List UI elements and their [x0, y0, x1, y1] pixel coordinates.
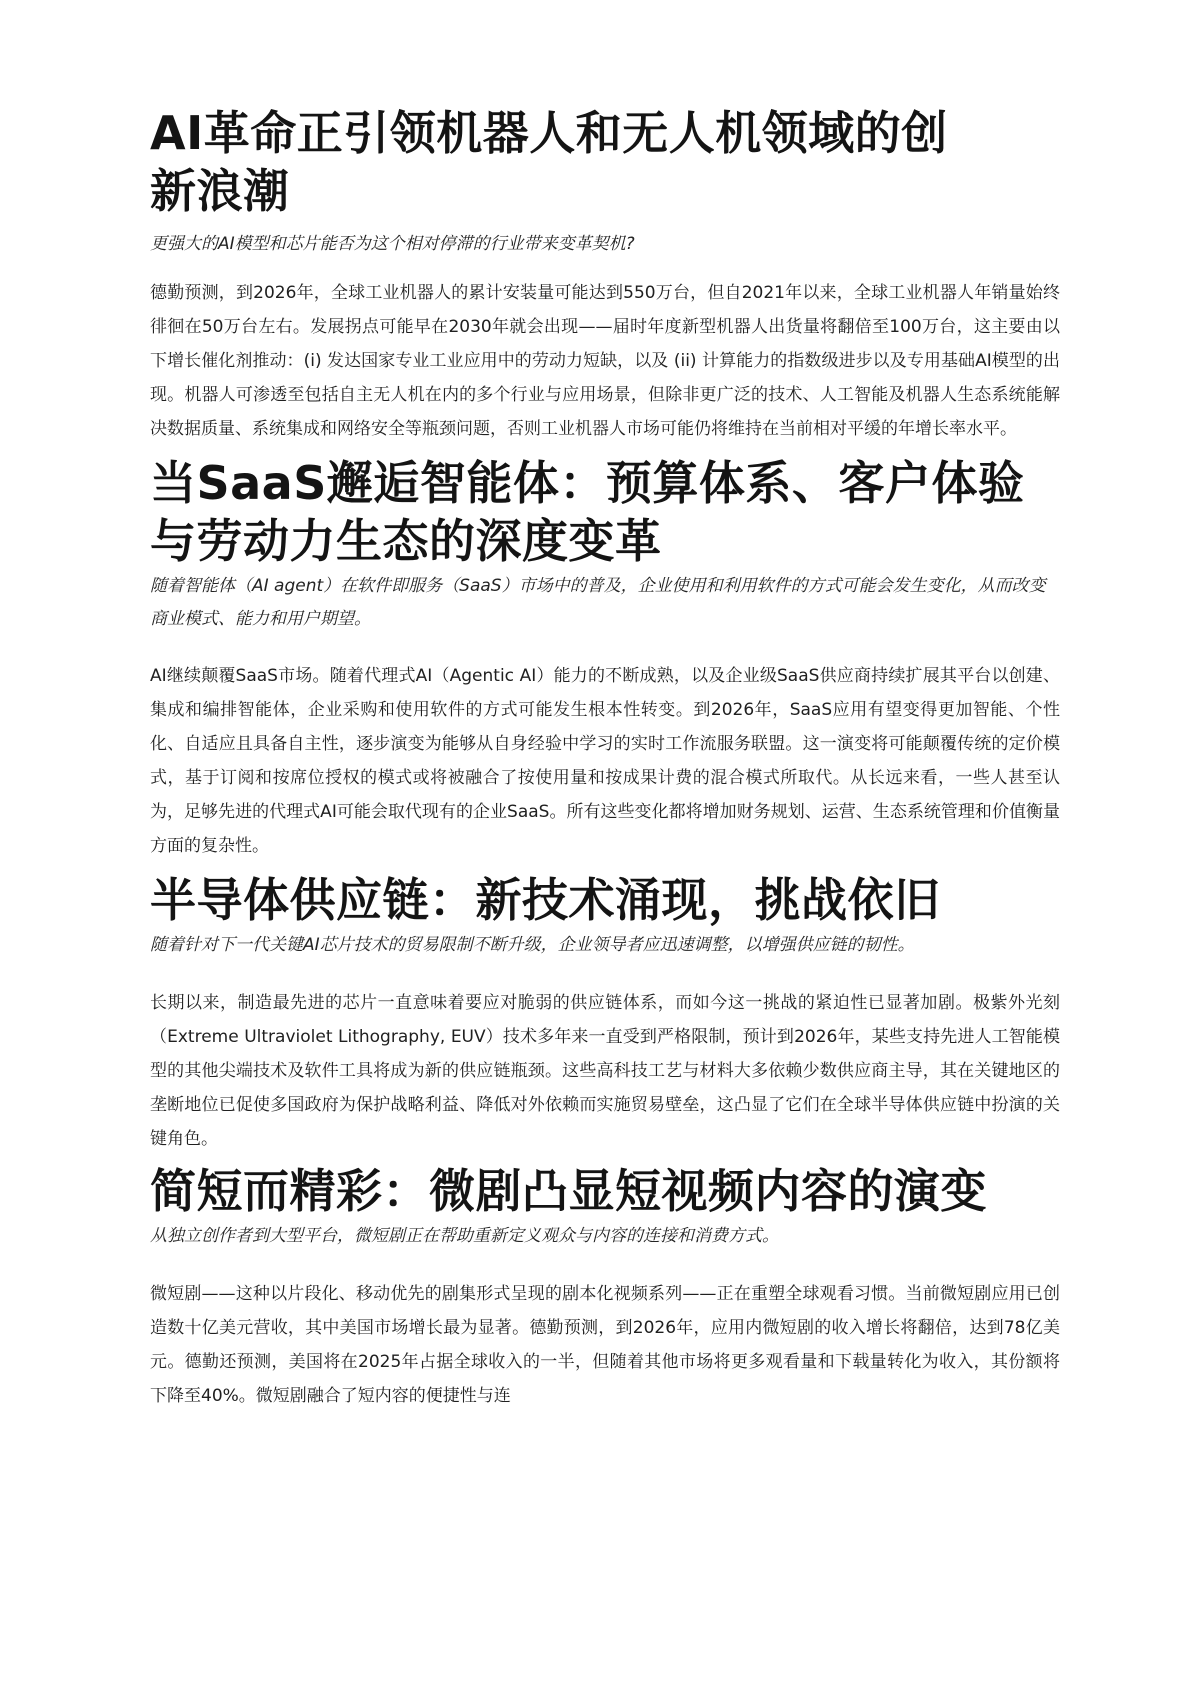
section-body: 德勤预测，到2026年，全球工业机器人的累计安装量可能达到550万台，但自2021年以来，全球工业机器人年销量始终徘徊在50万台左右。发展拐点可能早在2030年就会出现——届时年度新型机器人出货量将翻倍至100万台，这主要由以下增长催化剂推动：(i) 发达国家专业工业应用中的劳动力短缺，以及 (ii) 计算能力的指数级进步以及专用基础AI模型的出现。机器人可渗透至包括自主无人机在内的多个行业与应用场景，但除非更广泛的技术、人工智能及机器人生态系统能解决数据质量、系统集成和网络安全等瓶颈问题，否则工业机器人市场可能仍将维持在当前相对平缓的年增长率水平。 — [150, 283, 1060, 439]
section-body: 微短剧——这种以片段化、移动优先的剧集形式呈现的剧本化视频系列——正在重塑全球观看习惯。当前微短剧应用已创造数十亿美元营收，其中美国市场增长最为显著。德勤预测，到2026年，应用内微短剧的收入增长将翻倍，达到78亿美元。德勤还预测，美国将在2025年占据全球收入的一半，但随着其他市场将更多观看量和下载量转化为收入，其份额将下降至40%。微短剧融合了短内容的便捷性与连 — [150, 1284, 1060, 1406]
section-headline: AI革命正引领机器人和无人机领域的创新浪潮 — [150, 106, 948, 218]
article-section-robotics — [150, 96, 1060, 446]
section-subtitle: 随着智能体（AI agent）在软件即服务（SaaS）市场中的普及，企业使用和利用软件的方式可能会发生变化，从而改变商业模式、能力和用户期望。 — [150, 576, 1046, 629]
section-subtitle: 随着针对下一代关键AI芯片技术的贸易限制不断升级，企业领导者应迅速调整，以增强供应链的韧性。 — [150, 935, 915, 955]
article-section-semiconductor — [150, 871, 1060, 1156]
section-headline: 半导体供应链：新技术涌现，挑战依旧 — [150, 873, 941, 927]
section-headline: 简短而精彩：微剧凸显短视频内容的演变 — [150, 1164, 987, 1218]
document-page — [150, 96, 1060, 1413]
section-body: AI继续颠覆SaaS市场。随着代理式AI（Agentic AI）能力的不断成熟，以及企业级SaaS供应商持续扩展其平台以创建、集成和编排智能体，企业采购和使用软件的方式可能发生根本性转变。到2026年，SaaS应用有望变得更加智能、个性化、自适应且具备自主性，逐步演变为能够从自身经验中学习的实时工作流服务联盟。这一演变将可能颠覆传统的定价模式，基于订阅和按席位授权的模式或将被融合了按使用量和按成果计费的混合模式所取代。从长远来看，一些人甚至认为，足够先进的代理式AI可能会取代现有的企业SaaS。所有这些变化都将增加财务规划、运营、生态系统管理和价值衡量方面的复杂性。 — [150, 666, 1060, 856]
section-headline: 当SaaS邂逅智能体：预算体系、客户体验与劳动力生态的深度变革 — [150, 456, 1025, 568]
section-subtitle: 从独立创作者到大型平台，微短剧正在帮助重新定义观众与内容的连接和消费方式。 — [150, 1226, 779, 1246]
article-section-microdrama — [150, 1162, 1060, 1413]
headline-wrap — [150, 96, 1060, 220]
section-body: 长期以来，制造最先进的芯片一直意味着要应对脆弱的供应链体系，而如今这一挑战的紧迫性已显著加剧。极紫外光刻（Extreme Ultraviolet Lithography, EUV）技术多年来一直受到严格限制，预计到2026年，某些支持先进人工智能模型的其他尖端技术及软件工具将成为新的供应链瓶颈。这些高科技工艺与材料大多依赖少数供应商主导，其在关键地区的垄断地位已促使多国政府为保护战略利益、降低对外依赖而实施贸易壁垒，这凸显了它们在全球半导体供应链中扮演的关键角色。 — [150, 993, 1060, 1149]
section-subtitle: 更强大的AI模型和芯片能否为这个相对停滞的行业带来变革契机? — [150, 234, 635, 254]
article-section-saas — [150, 454, 1060, 863]
